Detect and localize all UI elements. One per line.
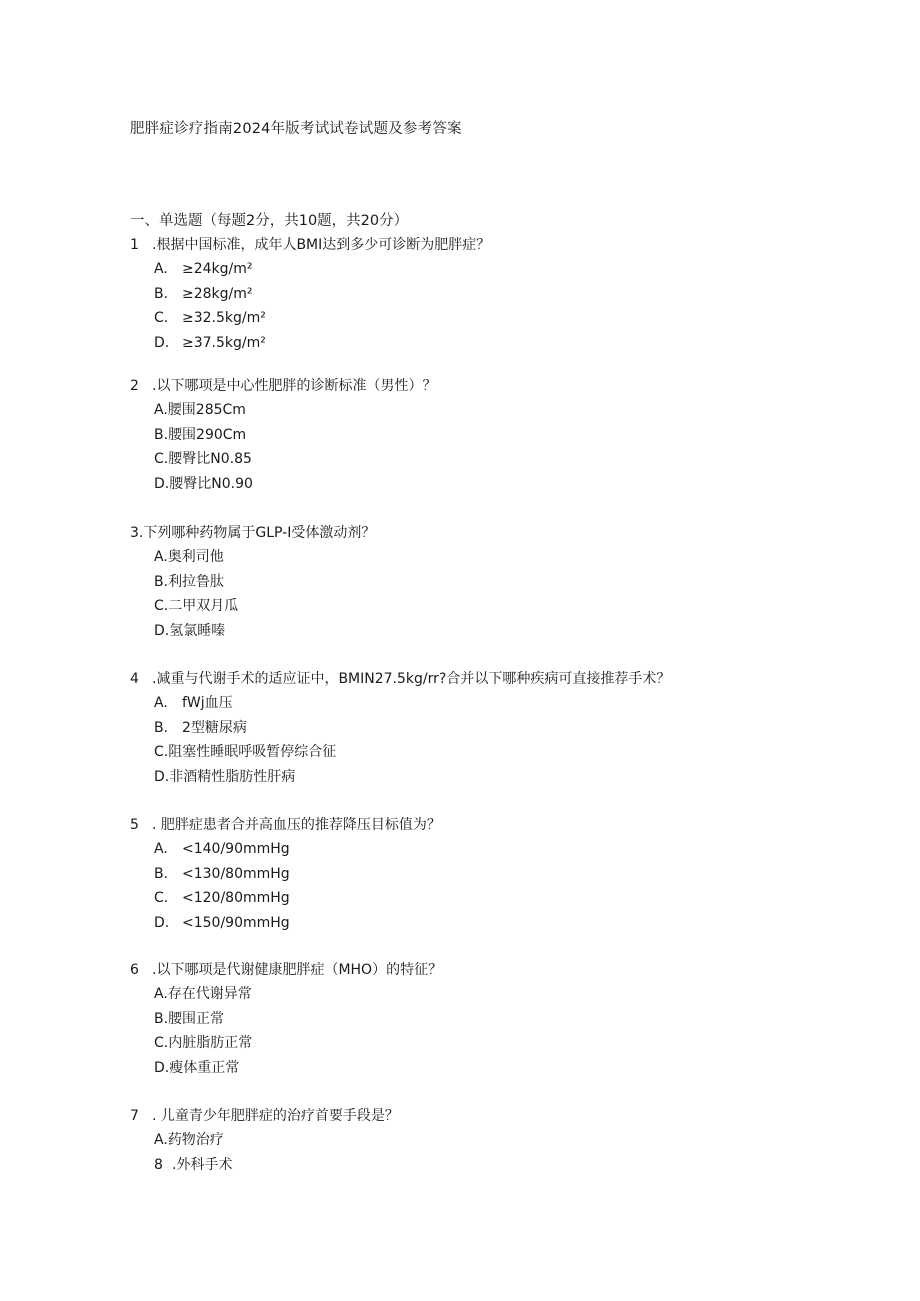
question-stem <box>130 374 830 398</box>
option-a: A. <140/90mmHg <box>154 841 290 857</box>
option-d: D.腰臀比N0.90 <box>154 475 253 492</box>
option-a: A. ≥24kg/m² <box>154 261 253 277</box>
question-stem <box>130 233 830 257</box>
question-text: 下列哪种药物属于GLP-I受体激动剂？ <box>143 525 376 541</box>
document-title: 肥胖症诊疗指南2024年版考试试卷试题及参考答案 <box>130 121 462 137</box>
question-number: 5 <box>130 817 139 833</box>
option-a: A. fWj血压 <box>154 695 233 711</box>
option-b: B. ≥28kg/m² <box>154 285 253 302</box>
question-text: .减重与代谢手术的适应证中，BMIN27.5kg/rr?合并以下哪种疾病可直接推荐手术？ <box>152 671 671 687</box>
question-number: 3. <box>130 525 144 541</box>
question-text: . 肥胖症患者合并高血压的推荐降压目标值为？ <box>152 817 441 833</box>
option-b: B. 2型糖尿病 <box>154 719 247 736</box>
question-5 <box>130 813 830 935</box>
option-b: B. <130/80mmHg <box>154 865 290 882</box>
option-c: C. <120/80mmHg <box>154 890 290 906</box>
option-b: B.腰围正常 <box>154 1010 225 1027</box>
question-stem <box>130 667 830 691</box>
question-7 <box>130 1104 830 1177</box>
question-number: 6 <box>130 962 139 978</box>
option-d: D.氢氯睡嗪 <box>154 622 226 639</box>
question-number: 1 <box>130 237 139 253</box>
option-a: A.存在代谢异常 <box>154 986 252 1002</box>
question-number: 7 <box>130 1108 139 1124</box>
option-c: C.内脏脂肪正常 <box>154 1035 253 1051</box>
question-3 <box>130 521 830 643</box>
question-number: 4 <box>130 671 139 687</box>
question-stem <box>130 1104 830 1128</box>
option-d: D. ≥37.5kg/m² <box>154 334 266 351</box>
question-number: 2 <box>130 378 139 394</box>
question-stem <box>130 958 830 982</box>
option-d: D.非酒精性脂肪性肝病 <box>154 768 296 785</box>
question-text: . 儿童青少年肥胖症的治疗首要手段是？ <box>152 1108 399 1124</box>
question-6 <box>130 958 830 1080</box>
option-a: A.腰围285Cm <box>154 402 246 418</box>
section-heading: 一、单选题（每题2分，共10题，共20分） <box>130 213 409 229</box>
option-b: 8 .外科手术 <box>154 1156 233 1173</box>
question-2 <box>130 374 830 496</box>
option-b: B.利拉鲁肽 <box>154 573 225 590</box>
question-text: .以下哪项是中心性肥胖的诊断标准（男性）？ <box>152 378 437 394</box>
option-b: B.腰围290Cm <box>154 426 247 443</box>
option-c: C.二甲双月瓜 <box>154 598 239 614</box>
option-c: C. ≥32.5kg/m² <box>154 310 266 326</box>
question-4 <box>130 667 830 789</box>
option-d: D. <150/90mmHg <box>154 914 290 931</box>
option-d: D.瘦体重正常 <box>154 1059 240 1076</box>
question-stem <box>130 813 830 837</box>
option-a: A.药物治疗 <box>154 1132 224 1148</box>
option-c: C.腰臀比N0.85 <box>154 451 252 467</box>
option-c: C.阻塞性睡眠呼吸暂停综合征 <box>154 744 337 760</box>
question-text: .根据中国标准，成年人BMI达到多少可诊断为肥胖症？ <box>152 237 491 253</box>
question-text: .以下哪项是代谢健康肥胖症（MHO）的特征？ <box>152 962 443 978</box>
question-stem <box>130 521 830 545</box>
question-1 <box>130 233 830 355</box>
option-a: A.奥利司他 <box>154 549 224 565</box>
